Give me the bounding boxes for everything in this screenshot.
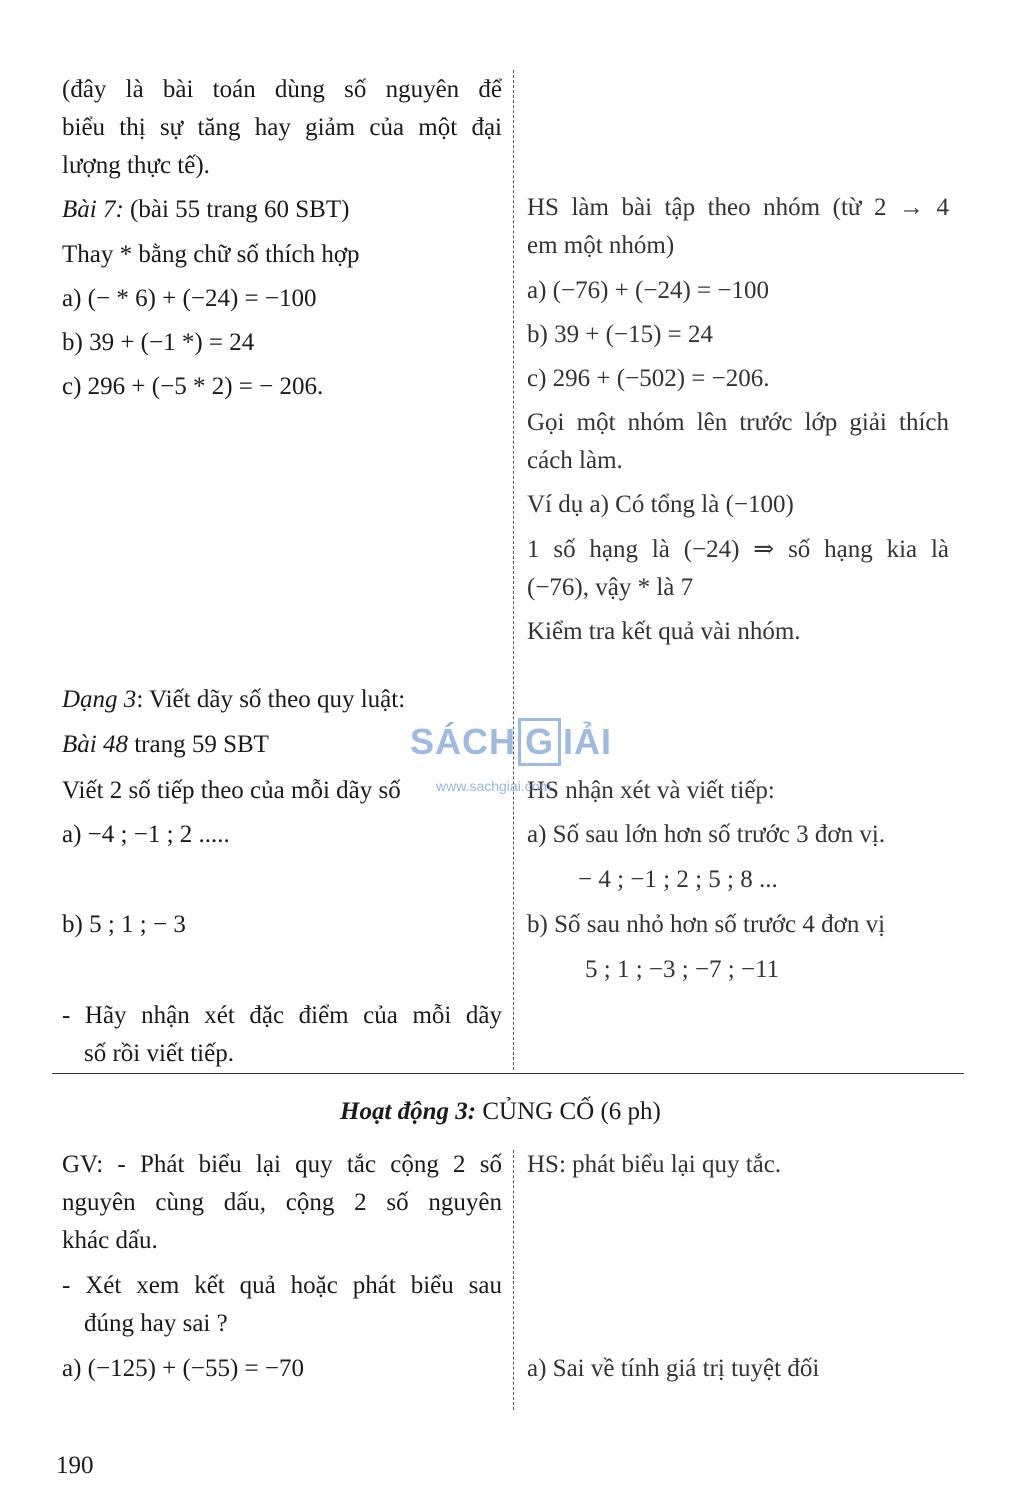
explain-2: cách làm. bbox=[527, 447, 623, 474]
example2-1: 1 số hạng là (−24) ⇒ số hạng kia là bbox=[527, 536, 949, 563]
activity3-title: CỦNG CỐ (6 ph) bbox=[476, 1098, 661, 1125]
seq-b-values: 5 ; 1 ; −3 ; −7 ; −11 bbox=[585, 956, 780, 983]
seq-a-desc: a) Số sau lớn hơn số trước 3 đơn vị. bbox=[527, 821, 886, 848]
bai48-note-2: số rồi viết tiếp. bbox=[84, 1040, 234, 1067]
watermark-url: www.sachgiai.com bbox=[436, 778, 552, 794]
bai7-a: a) (− * 6) + (−24) = −100 bbox=[62, 285, 317, 312]
watermark-logo-box: G bbox=[518, 718, 561, 766]
bai7-instruction: Thay * bằng chữ số thích hợp bbox=[62, 241, 360, 268]
gv2-line-2: đúng hay sai ? bbox=[84, 1310, 228, 1337]
example2-2: (−76), vậy * là 7 bbox=[527, 574, 694, 601]
bai48-title: Bài 48 bbox=[62, 731, 128, 758]
activity3-heading bbox=[340, 1097, 661, 1127]
gv-line-3: khác dấu. bbox=[62, 1227, 158, 1254]
hs-group-1: HS làm bài tập theo nhóm (từ 2 → 4 bbox=[527, 194, 949, 221]
bai7-title: Bài 7: bbox=[62, 196, 124, 223]
section-rule bbox=[52, 1073, 964, 1074]
bai48-a: a) −4 ; −1 ; 2 ..... bbox=[62, 821, 230, 848]
bai48-heading bbox=[62, 730, 269, 760]
gv-a: a) (−125) + (−55) = −70 bbox=[62, 1355, 304, 1382]
bai7-b: b) 39 + (−1 *) = 24 bbox=[62, 329, 255, 356]
page-number: 190 bbox=[56, 1452, 94, 1479]
bai48-text: trang 59 SBT bbox=[127, 731, 269, 758]
explain-1: Gọi một nhóm lên trước lớp giải thích bbox=[527, 409, 949, 436]
example-line: Ví dụ a) Có tổng là (−100) bbox=[527, 491, 794, 518]
hs-group-2: em một nhóm) bbox=[527, 232, 675, 259]
answer-a: a) (−76) + (−24) = −100 bbox=[527, 277, 769, 304]
watermark-logo bbox=[410, 718, 612, 766]
answer-b: b) 39 + (−15) = 24 bbox=[527, 321, 714, 348]
hs-comment: HS nhận xét và viết tiếp: bbox=[527, 777, 775, 804]
hs-rule: HS: phát biểu lại quy tắc. bbox=[527, 1151, 782, 1178]
gv-line-1: GV: - Phát biểu lại quy tắc cộng 2 số bbox=[62, 1151, 502, 1178]
gv-line-2: nguyên cùng dấu, cộng 2 số nguyên bbox=[62, 1189, 502, 1216]
hs-a: a) Sai về tính giá trị tuyệt đối bbox=[527, 1355, 820, 1382]
bai7-ref: (bài 55 trang 60 SBT) bbox=[123, 196, 350, 223]
column-divider-top bbox=[513, 70, 514, 1070]
seq-a-values: − 4 ; −1 ; 2 ; 5 ; 8 ... bbox=[578, 866, 778, 893]
watermark-logo-left: SÁCH bbox=[410, 721, 517, 762]
intro-line-1: (đây là bài toán dùng số nguyên để bbox=[62, 76, 502, 103]
watermark-logo-right: IẢI bbox=[563, 721, 613, 762]
answer-c: c) 296 + (−502) = −206. bbox=[527, 365, 770, 392]
intro-line-3: lượng thực tế). bbox=[62, 152, 210, 179]
bai7-c: c) 296 + (−5 * 2) = − 206. bbox=[62, 373, 324, 400]
bai7-heading bbox=[62, 195, 349, 225]
dang3-text: : Viết dãy số theo quy luật: bbox=[136, 686, 406, 713]
bai48-instruction: Viết 2 số tiếp theo của mỗi dãy số bbox=[62, 777, 401, 804]
bai48-note-1: - Hãy nhận xét đặc điểm của mỗi dãy bbox=[62, 1002, 502, 1029]
gv2-line-1: - Xét xem kết quả hoặc phát biểu sau bbox=[62, 1272, 502, 1299]
activity3-label: Hoạt động 3: bbox=[340, 1098, 477, 1125]
check-line: Kiểm tra kết quả vài nhóm. bbox=[527, 618, 801, 645]
dang3-heading bbox=[62, 685, 405, 715]
column-divider-bottom bbox=[513, 1150, 514, 1410]
intro-line-2: biểu thị sự tăng hay giảm của một đại bbox=[62, 114, 502, 141]
dang3-title: Dạng 3 bbox=[62, 686, 137, 713]
seq-b-desc: b) Số sau nhỏ hơn số trước 4 đơn vị bbox=[527, 911, 886, 938]
bai48-b: b) 5 ; 1 ; − 3 bbox=[62, 911, 186, 938]
